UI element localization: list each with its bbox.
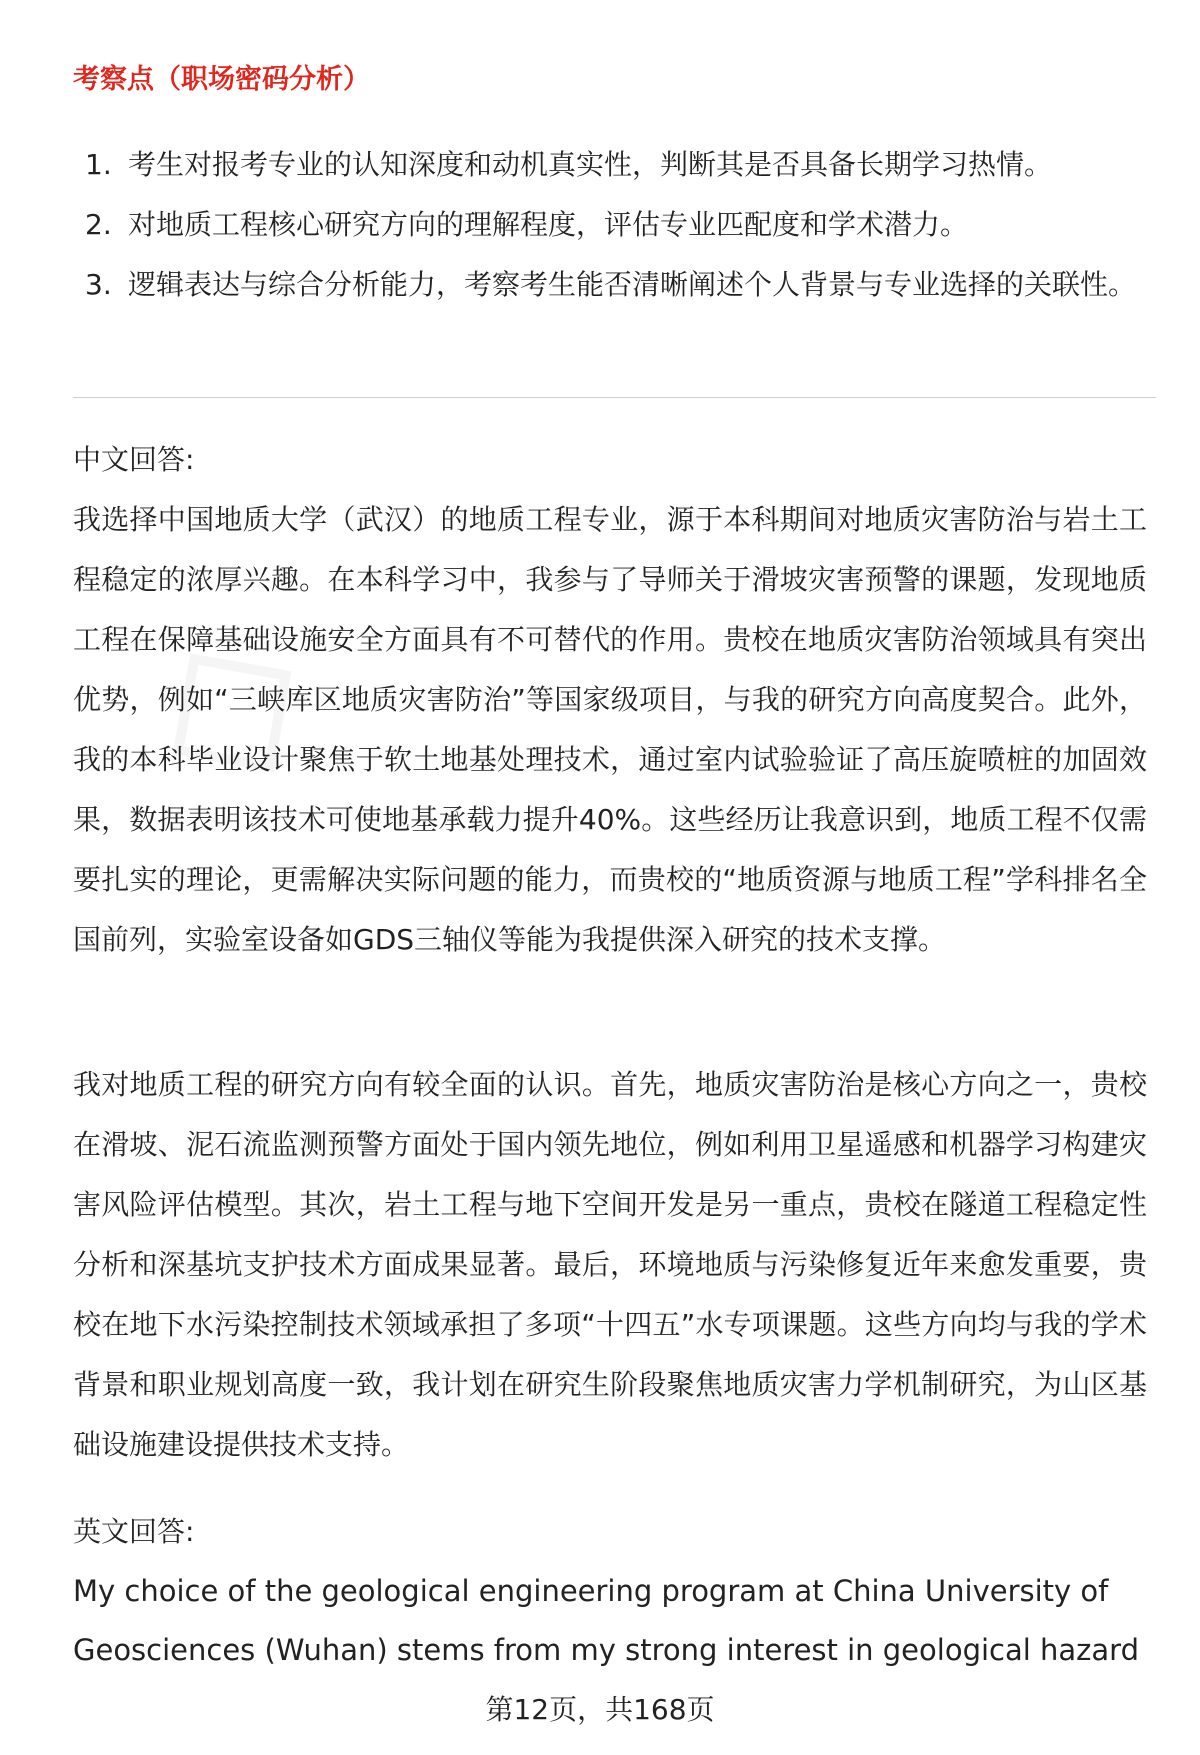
list-item-text: 对地质工程核心研究方向的理解程度，评估专业匹配度和学术潜力。 xyxy=(128,208,969,241)
english-answer-line-1: My choice of the geological engineering program at China University of xyxy=(73,1574,1109,1608)
english-answer-line-2: Geosciences (Wuhan) stems from my strong interest in geological hazard xyxy=(73,1633,1139,1667)
chinese-answer-label: 中文回答: xyxy=(73,443,195,476)
section-divider xyxy=(73,397,1156,398)
english-answer-label: 英文回答: xyxy=(73,1515,195,1548)
list-item xyxy=(73,135,1147,195)
assessment-points-list xyxy=(73,135,1147,315)
chinese-answer-paragraph-1: 我选择中国地质大学（武汉）的地质工程专业，源于本科期间对地质灾害防治与岩土工程稳定的浓厚兴趣。在本科学习中，我参与了导师关于滑坡灾害预警的课题，发现地质工程在保障基础设施安全方面具有不可替代的作用。贵校在地质灾害防治领域具有突出优势，例如“三峡库区地质灾害防治”等国家级项目，与我的研究方向高度契合。此外，我的本科毕业设计聚焦于软土地基处理技术，通过室内试验验证了高压旋喷桩的加固效果，数据表明该技术可使地基承载力提升40%。这些经历让我意识到，地质工程不仅需要扎实的理论，更需解决实际问题的能力，而贵校的“地质资源与地质工程”学科排名全国前列，实验室设备如GDS三轴仪等能为我提供深入研究的技术支撑。 xyxy=(73,503,1147,956)
list-item-number: 3. xyxy=(85,268,112,301)
list-item xyxy=(73,255,1147,315)
list-item-number: 2. xyxy=(85,208,112,241)
section-title: 考察点（职场密码分析） xyxy=(73,64,370,95)
list-item-text: 考生对报考专业的认知深度和动机真实性，判断其是否具备长期学习热情。 xyxy=(128,148,1053,181)
page-number-footer: 第12页，共168页 xyxy=(485,1693,715,1726)
list-item-number: 1. xyxy=(85,148,112,181)
list-item xyxy=(73,195,1147,255)
list-item-text: 逻辑表达与综合分析能力，考察考生能否清晰阐述个人背景与专业选择的关联性。 xyxy=(128,268,1137,301)
chinese-answer-paragraph-2: 我对地质工程的研究方向有较全面的认识。首先，地质灾害防治是核心方向之一，贵校在滑坡、泥石流监测预警方面处于国内领先地位，例如利用卫星遥感和机器学习构建灾害风险评估模型。其次，岩土工程与地下空间开发是另一重点，贵校在隧道工程稳定性分析和深基坑支护技术方面成果显著。最后，环境地质与污染修复近年来愈发重要，贵校在地下水污染控制技术领域承担了多项“十四五”水专项课题。这些方向均与我的学术背景和职业规划高度一致，我计划在研究生阶段聚焦地质灾害力学机制研究，为山区基础设施建设提供技术支持。 xyxy=(73,1068,1147,1461)
